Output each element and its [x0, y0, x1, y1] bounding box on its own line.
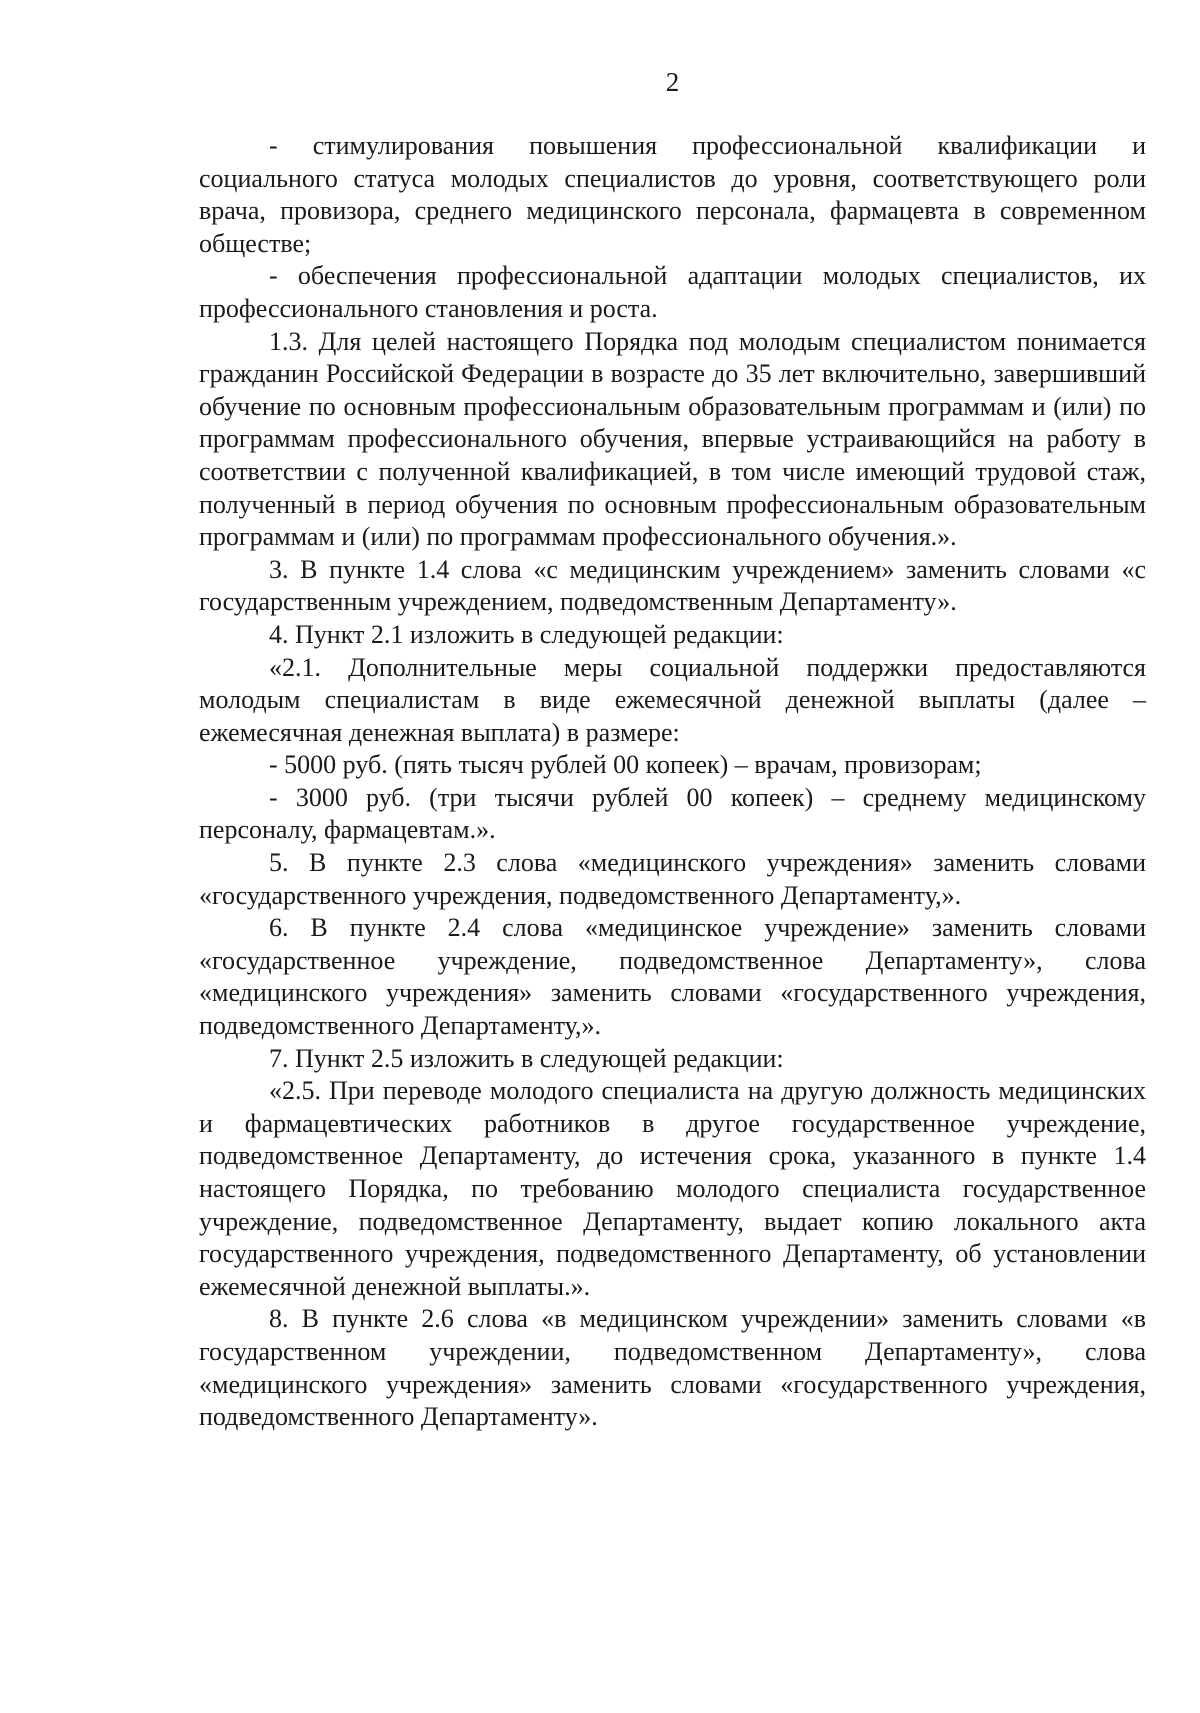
paragraph-payment-doctors: - 5000 руб. (пять тысяч рублей 00 копеек) – врачам, провизорам; [269, 750, 982, 780]
paragraph-stimulation: - стимулирования повышения профессиональной квалификации и социального статуса молодых специалистов до уровня, соответствующего роли врача, провизора, среднего медицинского персонала, фармацевта в современном обществе; [199, 131, 1146, 258]
paragraph-amendment-5: 5. В пункте 2.3 слова «медицинского учреждения» заменить словами «государственного учреждения, подведомственного Департаменту,». [199, 848, 1146, 910]
paragraph-amendment-4: 4. Пункт 2.1 изложить в следующей редакции: [269, 619, 784, 649]
document-body [199, 130, 1146, 1434]
paragraph-payment-nurses: - 3000 руб. (три тысячи рублей 00 копеек) – среднему медицинскому персоналу, фармацевтам.». [199, 782, 1146, 845]
paragraph-1-3: 1.3. Для целей настоящего Порядка под молодым специалистом понимается гражданин Российской Федерации в возрасте до 35 лет включительно, завершивший обучение по основным профессиональным образовательным программам и (или) по программам профессионального обучения, впервые устраивающийся на работу в соответствии с полученной квалификацией, в том числе имеющий трудовой стаж, полученный в период обучения по основным профессиональным образовательным программам и (или) по программам профессионального обучения.». [199, 326, 1146, 552]
paragraph-amendment-6: 6. В пункте 2.4 слова «медицинское учреждение» заменить словами «государственное учреждение, подведомственное Департаменту», слова «медицинского учреждения» заменить словами «государственного учреждения, подведомственного Департаменту,». [199, 913, 1146, 1041]
paragraph-amendment-8: 8. В пункте 2.6 слова «в медицинском учреждении» заменить словами «в государственном учреждении, подведомственном Департаменту», слова «медицинского учреждения» заменить словами «государственного учреждения, подведомственного Департаменту». [199, 1304, 1146, 1432]
paragraph-2-5: «2.5. При переводе молодого специалиста на другую должность медицинских и фармацевтических работников в другое государственное учреждение, подведомственное Департаменту, до истечения срока, указанного в пункте 1.4 настоящего Порядка, по требованию молодого специалиста государственное учреждение, подведомственное Департаменту, выдает копию локального акта государственного учреждения, подведомственного Департаменту, об установлении ежемесячной денежной выплаты.». [199, 1076, 1146, 1301]
paragraph-2-1: «2.1. Дополнительные меры социальной поддержки предоставляются молодым специалистам в виде ежемесячной денежной выплаты (далее – ежемесячная денежная выплата) в размере: [199, 652, 1146, 747]
page-number: 2 [665, 67, 680, 97]
paragraph-amendment-3: 3. В пункте 1.4 слова «с медицинским учреждением» заменить словами «с государственным учреждением, подведомственным Департаменту». [199, 554, 1146, 617]
paragraph-adaptation: - обеспечения профессиональной адаптации молодых специалистов, их профессионального становления и роста. [199, 261, 1146, 323]
paragraph-amendment-7: 7. Пункт 2.5 изложить в следующей редакции: [269, 1043, 784, 1073]
